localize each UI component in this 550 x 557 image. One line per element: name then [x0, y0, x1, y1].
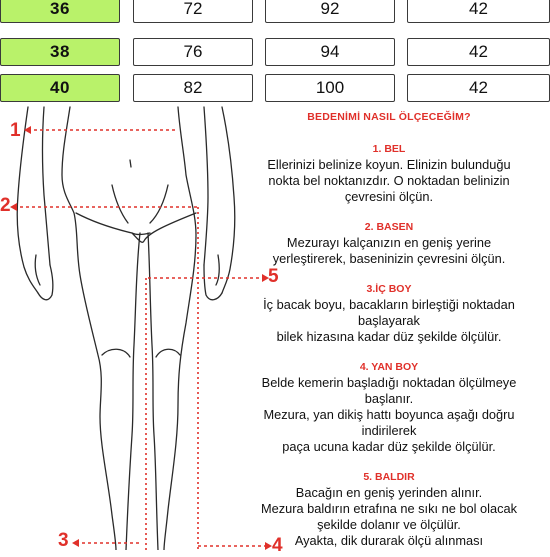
section-line: Mezurayı kalçanızın en geniş yerine — [286, 235, 492, 250]
section-title: 2. BASEN — [364, 221, 414, 233]
table-row — [0, 38, 550, 66]
section-line: Mezura, yan dikiş hattı boyunca aşağı doğru — [263, 407, 515, 422]
table-row — [0, 74, 550, 102]
section-title: 4. YAN BOY — [359, 361, 419, 373]
section-line: başlanır. — [364, 391, 414, 406]
section-body — [228, 157, 550, 205]
section-body — [228, 297, 550, 345]
section-line: şekilde dolanır ve ölçülür. — [317, 517, 461, 532]
table-cell: 42 — [407, 0, 550, 23]
section-line: Mezura baldırın etrafına ne sıkı ne bol olacak — [260, 501, 518, 516]
marker-4: 4 — [272, 535, 283, 556]
section-line: Belde kemerin başladığı noktadan ölçülmeye — [261, 375, 517, 390]
guide-section-hips — [228, 221, 550, 267]
size-table — [0, 0, 550, 105]
table-cell: 92 — [265, 0, 395, 23]
table-cell: 42 — [407, 74, 550, 102]
size-cell: 40 — [0, 74, 120, 102]
table-cell: 72 — [133, 0, 253, 23]
section-body — [228, 375, 550, 455]
table-cell: 94 — [265, 38, 395, 66]
table-cell: 100 — [265, 74, 395, 102]
guide-section-calf — [228, 471, 550, 549]
size-cell: 38 — [0, 38, 120, 66]
section-body — [228, 485, 550, 549]
section-line: başlayarak — [358, 313, 420, 328]
table-cell: 76 — [133, 38, 253, 66]
section-title: 5. BALDIR — [363, 471, 415, 483]
section-line: paça ucuna kadar düz şekilde ölçülür. — [282, 439, 496, 454]
section-line: Ayakta, dik durarak ölçü alınması — [294, 533, 484, 548]
section-body — [228, 235, 550, 267]
table-cell: 82 — [133, 74, 253, 102]
section-line: yerleştirerek, baseninizin çevresini ölçün. — [272, 251, 506, 266]
section-line: çevresini ölçün. — [344, 189, 434, 204]
section-line: İç bacak boyu, bacakların birleştiği noktadan — [263, 297, 515, 312]
table-row — [0, 0, 550, 23]
marker-2: 2 — [0, 195, 11, 216]
marker-5: 5 — [268, 266, 279, 287]
marker-3: 3 — [58, 530, 69, 551]
guide-section-outseam — [228, 361, 550, 455]
section-line: Ellerinizi belinize koyun. Elinizin bulunduğu — [267, 157, 511, 172]
section-title: 1. BEL — [372, 143, 406, 155]
guide-section-inseam — [228, 283, 550, 345]
section-title: 3.İÇ BOY — [366, 283, 412, 295]
section-line: nokta bel noktanızdır. O noktadan belinizin — [268, 173, 510, 188]
section-line: bilek hizasına kadar düz şekilde ölçülür. — [276, 329, 502, 344]
section-line: Bacağın en geniş yerinden alınır. — [295, 485, 483, 500]
guide-section-waist — [228, 143, 550, 205]
table-cell: 42 — [407, 38, 550, 66]
marker-1: 1 — [10, 120, 21, 141]
section-line: indirilerek — [361, 423, 417, 438]
size-cell: 36 — [0, 0, 120, 23]
guide-title: BEDENİMİ NASIL ÖLÇECEĞİM? — [307, 111, 471, 123]
measurement-guide — [228, 108, 550, 549]
